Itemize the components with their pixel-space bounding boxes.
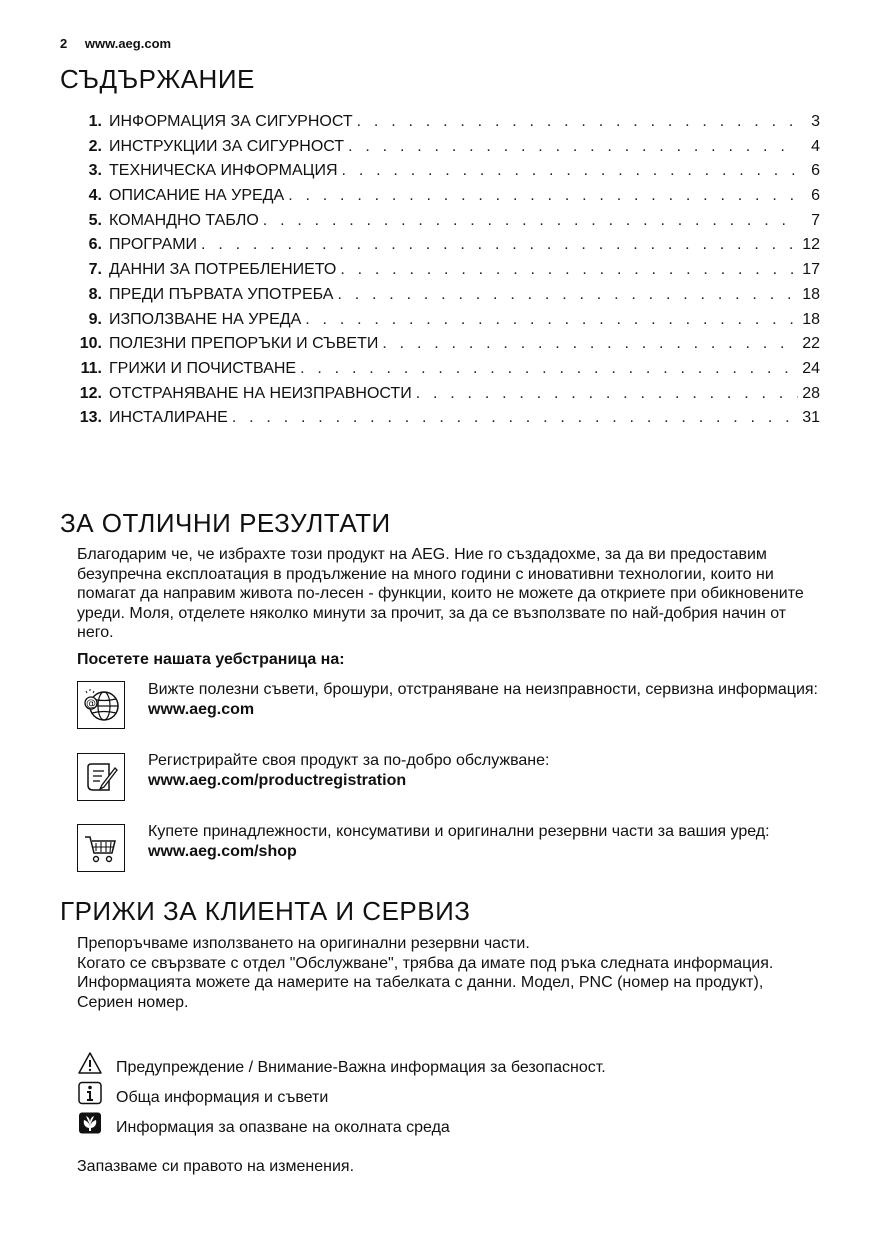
link-block-shop bbox=[148, 822, 818, 861]
toc-item-title: ПОЛЕЗНИ ПРЕПОРЪКИ И СЪВЕТИ bbox=[109, 335, 379, 353]
toc-item-number: 8. bbox=[88, 285, 102, 303]
globe-at-icon bbox=[77, 681, 125, 729]
link-block-support bbox=[148, 680, 818, 719]
toc-item-page: 18 bbox=[802, 310, 820, 328]
toc-item[interactable] bbox=[76, 113, 820, 138]
toc-dot-leader bbox=[416, 385, 798, 403]
link-description: Вижте полезни съвети, брошури, отстраняване на неизправности, сервизна информация: bbox=[148, 681, 818, 698]
toc-item-number: 4. bbox=[88, 187, 102, 205]
toc-item[interactable] bbox=[76, 187, 820, 212]
results-intro: Благодарим че, че избрахте този продукт на AEG. Ние го създадохме, за да ви предоставим безупречна експлоатация в продължение на много години с иновативни технологии, които ни помагат да направим живота по-лесен - функции, които не можете да откриете при обикновените уреди. Моля, отделете няколко минути за прочит, за да се възползвате по най-добрия начин от него. bbox=[77, 546, 804, 642]
toc-item-title: ОПИСАНИЕ НА УРЕДА bbox=[109, 187, 285, 205]
table-of-contents bbox=[76, 113, 820, 434]
footer-note: Запазваме си правото на изменения. bbox=[77, 1158, 355, 1175]
service-line: Информацията можете да намерите на табелката с данни. Модел, PNC (номер на продукт), Сериен номер. bbox=[77, 974, 764, 1011]
toc-dot-leader bbox=[348, 138, 798, 156]
toc-dot-leader bbox=[342, 162, 798, 180]
toc-item-page: 6 bbox=[811, 162, 820, 180]
toc-dot-leader bbox=[201, 236, 798, 254]
toc-item-number: 6. bbox=[88, 236, 102, 254]
toc-item-title: ОТСТРАНЯВАНЕ НА НЕИЗПРАВНОСТИ bbox=[109, 384, 412, 402]
link-block-registration bbox=[148, 751, 818, 790]
toc-item[interactable] bbox=[76, 261, 820, 286]
toc-dot-leader bbox=[305, 311, 798, 329]
toc-item-page: 7 bbox=[811, 211, 820, 229]
info-icon bbox=[77, 1081, 103, 1105]
service-info bbox=[77, 934, 822, 1012]
toc-dot-leader bbox=[263, 212, 798, 230]
toc-item-number: 12. bbox=[79, 384, 102, 402]
service-line: Препоръчваме използването на оригинални резервни части. bbox=[77, 935, 530, 952]
warning-icon bbox=[77, 1051, 103, 1075]
toc-item-number: 11. bbox=[80, 359, 102, 377]
toc-item-title: КОМАНДНО ТАБЛО bbox=[109, 211, 259, 229]
toc-item-title: ИНСТРУКЦИИ ЗА СИГУРНОСТ bbox=[109, 137, 345, 155]
link-description: Регистрирайте своя продукт за по-добро обслужване: bbox=[148, 752, 550, 769]
toc-item-page: 18 bbox=[802, 285, 820, 303]
svg-text:@: @ bbox=[86, 698, 96, 710]
link-url-registration[interactable]: www.aeg.com/productregistration bbox=[148, 771, 407, 789]
toc-heading: СЪДЪРЖАНИЕ bbox=[60, 64, 255, 94]
toc-item-title: ДАННИ ЗА ПОТРЕБЛЕНИЕТО bbox=[109, 261, 337, 279]
toc-item-number: 7. bbox=[88, 261, 102, 279]
link-description: Купете принадлежности, консумативи и оригинални резервни части за вашия уред: bbox=[148, 823, 770, 840]
toc-item-page: 28 bbox=[802, 384, 820, 402]
toc-item-page: 17 bbox=[802, 261, 820, 279]
legend-environment-text: Информация за опазване на околната среда bbox=[116, 1119, 450, 1136]
toc-item[interactable] bbox=[76, 162, 820, 187]
toc-item-title: ИНФОРМАЦИЯ ЗА СИГУРНОСТ bbox=[109, 113, 353, 130]
legend-info-text: Обща информация и съвети bbox=[116, 1089, 329, 1106]
toc-item[interactable] bbox=[76, 409, 820, 434]
environment-icon bbox=[77, 1111, 103, 1135]
toc-item[interactable] bbox=[76, 335, 820, 360]
toc-item-title: ПРОГРАМИ bbox=[109, 236, 198, 254]
toc-dot-leader bbox=[382, 335, 798, 353]
toc-dot-leader bbox=[288, 187, 798, 205]
page-header bbox=[60, 36, 171, 51]
link-url-support[interactable]: www.aeg.com bbox=[148, 700, 255, 718]
shopping-cart-icon bbox=[77, 824, 125, 872]
toc-dot-leader bbox=[300, 360, 798, 378]
toc-item[interactable] bbox=[76, 385, 820, 410]
toc-item-title: ИЗПОЛЗВАНЕ НА УРЕДА bbox=[109, 310, 302, 328]
toc-item-number: 2. bbox=[88, 137, 102, 155]
site-url[interactable]: www.aeg.com bbox=[84, 36, 172, 51]
toc-item-page: 3 bbox=[811, 113, 820, 130]
toc-item-page: 24 bbox=[802, 359, 820, 377]
toc-item-page: 31 bbox=[802, 409, 820, 427]
toc-item-page: 4 bbox=[811, 137, 820, 155]
toc-dot-leader bbox=[337, 286, 798, 304]
toc-item-number: 3. bbox=[88, 162, 102, 180]
toc-item[interactable] bbox=[76, 212, 820, 237]
page-number: 2 bbox=[60, 36, 68, 51]
toc-item[interactable] bbox=[76, 236, 820, 261]
toc-item-number: 5. bbox=[88, 211, 102, 229]
toc-item-number: 13. bbox=[79, 409, 102, 427]
toc-item-number: 9. bbox=[88, 310, 102, 328]
toc-item-title: ГРИЖИ И ПОЧИСТВАНЕ bbox=[109, 359, 297, 377]
toc-item-title: ИНСТАЛИРАНЕ bbox=[109, 409, 228, 427]
toc-item[interactable] bbox=[76, 138, 820, 163]
toc-item-page: 22 bbox=[802, 335, 820, 353]
toc-item-page: 12 bbox=[802, 236, 820, 254]
toc-item-number: 1. bbox=[88, 113, 102, 130]
registration-form-icon bbox=[77, 753, 125, 801]
toc-dot-leader bbox=[232, 409, 798, 427]
link-url-shop[interactable]: www.aeg.com/shop bbox=[148, 842, 297, 860]
toc-item-number: 10. bbox=[79, 335, 102, 353]
results-heading: ЗА ОТЛИЧНИ РЕЗУЛТАТИ bbox=[60, 508, 391, 538]
toc-dot-leader bbox=[340, 261, 798, 279]
visit-label: Посетете нашата уебстраница на: bbox=[77, 651, 345, 668]
toc-item-page: 6 bbox=[811, 187, 820, 205]
toc-item-title: ТЕХНИЧЕСКА ИНФОРМАЦИЯ bbox=[109, 162, 338, 180]
toc-item[interactable] bbox=[76, 360, 820, 385]
toc-item-title: ПРЕДИ ПЪРВАТА УПОТРЕБА bbox=[109, 285, 334, 303]
toc-item[interactable] bbox=[76, 286, 820, 311]
service-heading: ГРИЖИ ЗА КЛИЕНТА И СЕРВИЗ bbox=[60, 896, 471, 926]
toc-item[interactable] bbox=[76, 311, 820, 336]
toc-dot-leader bbox=[357, 113, 798, 131]
service-line: Когато се свързвате с отдел "Обслужване", трябва да имате под ръка следната информация. bbox=[77, 954, 774, 972]
legend-warning-text: Предупреждение / Внимание-Важна информация за безопасност. bbox=[116, 1059, 606, 1076]
